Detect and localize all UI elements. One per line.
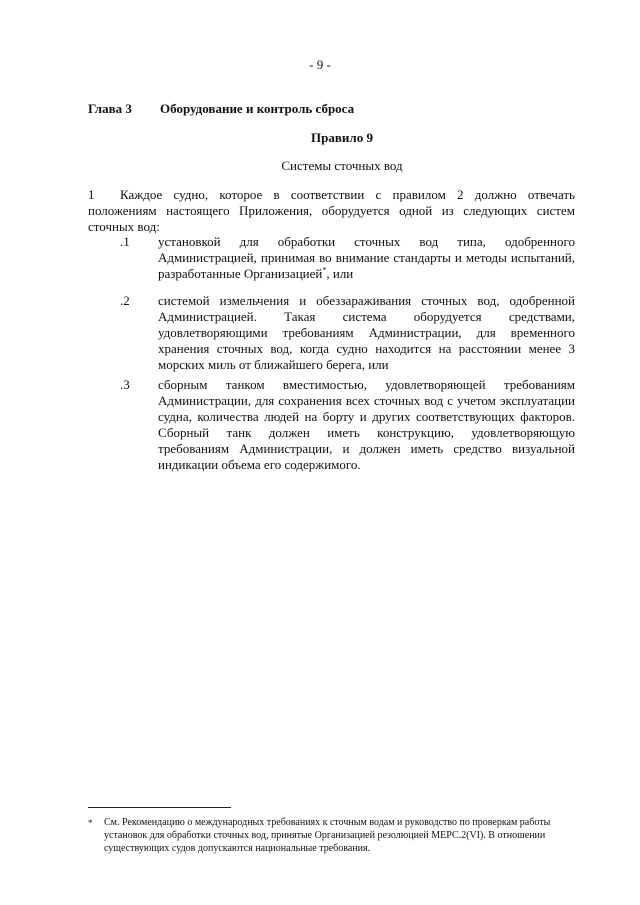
list-item-text-1-tail: , или bbox=[326, 266, 354, 281]
paragraph-text: Каждое судно, которое в соответствии с правилом 2 должно отвечать положениям настоящего Приложения, оборудуется одной из следующих систем сточных вод: bbox=[88, 187, 575, 234]
footnote-separator bbox=[88, 807, 231, 808]
footnote-mark: * bbox=[88, 818, 93, 828]
paragraph-number: 1 bbox=[88, 187, 95, 202]
list-item-text-3: сборным танком вместимостью, удовлетворяющей требованиям Администрации, для сохранения всех сточных вод с учетом эксплуатации судна, количества людей на борту и других соответствующих факторов. Сборный танк должен иметь конструкцию, удовлетворяющую требованиям Администрации, и должен иметь средство визуальной индикации объема его содержимого. bbox=[158, 377, 575, 472]
section-title: Системы сточных вод bbox=[281, 158, 403, 173]
page-number: - 9 - bbox=[309, 57, 331, 72]
chapter-number: Глава 3 bbox=[88, 101, 132, 116]
list-item-text-1-main: установкой для обработки сточных вод типа, одобренного Администрацией, принимая во внимание стандарты и методы испытаний, разработанные Организацией bbox=[158, 234, 575, 281]
list-item-number-2: .2 bbox=[120, 293, 130, 308]
list-item-text-2: системой измельчения и обеззараживания сточных вод, одобренной Администрацией. Такая система оборудуется средствами, удовлетворяющими требованиям Администрации, для временного хранения сточных вод, когда судно находится на расстоянии менее 3 морских миль от ближайшего берега, или bbox=[158, 293, 575, 372]
rule-title: Правило 9 bbox=[311, 130, 373, 145]
list-item-text-1 bbox=[158, 234, 575, 282]
footnote-reference: * bbox=[322, 265, 327, 275]
footnote-text: См. Рекомендацию о международных требованиях к сточным водам и руководство по проверкам работы установок для обработки сточных вод, принятые Организацией резолюцией МЕРС.2(VI). В отношении существующих судов допускаются национальные требования. bbox=[104, 817, 551, 854]
list-item-number-1: .1 bbox=[120, 234, 130, 249]
chapter-title: Оборудование и контроль сброса bbox=[160, 101, 355, 116]
list-item-number-3: .3 bbox=[120, 377, 130, 392]
